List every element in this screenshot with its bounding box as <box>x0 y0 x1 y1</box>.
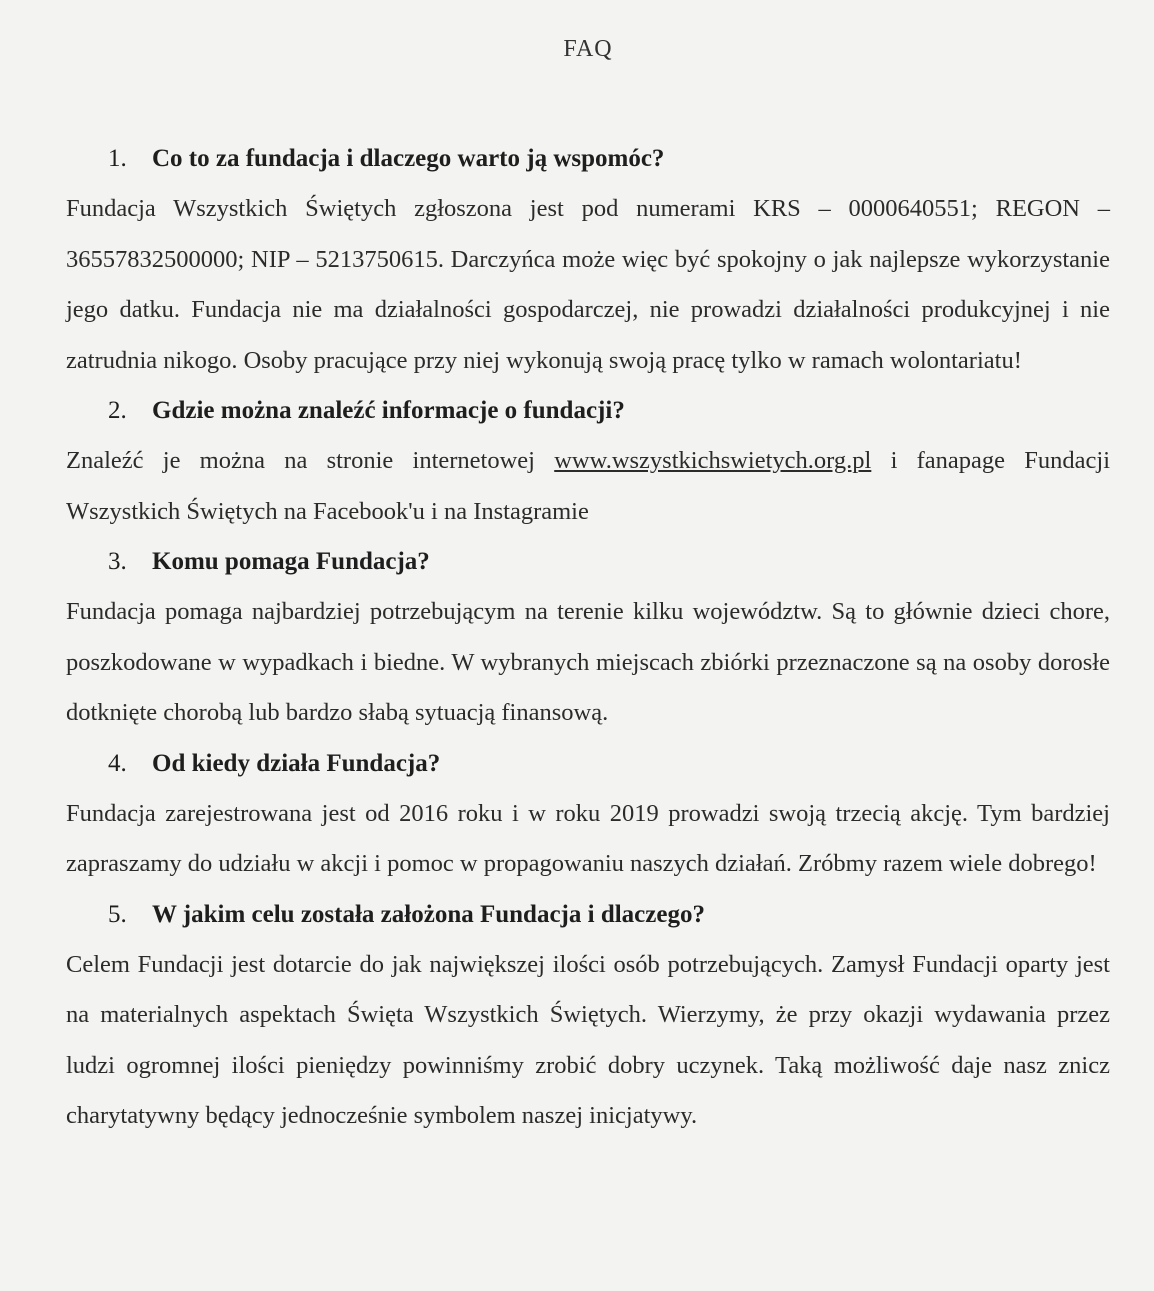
website-link[interactable]: www.wszystkichswietych.org.pl <box>554 447 872 474</box>
faq-question-5 <box>66 890 1110 940</box>
faq-item-1 <box>66 134 1110 386</box>
faq-question-text-5: W jakim celu została założona Fundacja i dlaczego? <box>152 900 705 928</box>
faq-question-2 <box>66 386 1110 436</box>
faq-answer-1: Fundacja Wszystkich Świętych zgłoszona jest pod numerami KRS – 0000640551; REGON – 36557832500000; NIP – 5213750615. Darczyńca może więc być spokojny o jak najlepsze wykorzystanie jego datku. Fundacja nie ma działalności gospodarczej, nie prowadzi działalności produkcyjnej i nie zatrudnia nikogo. Osoby pracujące przy niej wykonują swoją pracę tylko w ramach wolontariatu! <box>66 195 1110 374</box>
faq-number-2: 2. <box>108 397 127 424</box>
faq-answer-3: Fundacja pomaga najbardziej potrzebującym na terenie kilku województw. Są to głównie dzieci chore, poszkodowane w wypadkach i biedne. W wybranych miejscach zbiórki przeznaczone są na osoby dorosłe dotknięte chorobą lub bardzo słabą sytuacją finansową. <box>66 598 1110 726</box>
faq-question-3 <box>66 537 1110 587</box>
faq-number-1: 1. <box>108 145 127 172</box>
faq-question-text-2: Gdzie można znaleźć informacje o fundacji? <box>152 397 625 424</box>
faq-question-4 <box>66 739 1110 789</box>
faq-answer-4: Fundacja zarejestrowana jest od 2016 roku i w roku 2019 prowadzi swoją trzecią akcję. Tym bardziej zapraszamy do udziału w akcji i pomoc w propagowaniu naszych działań. Zróbmy razem wiele dobrego! <box>66 799 1110 877</box>
faq-answer-2 <box>66 436 1110 537</box>
faq-answer-5: Celem Fundacji jest dotarcie do jak największej ilości osób potrzebujących. Zamysł Fundacji oparty jest na materialnych aspektach Święta Wszystkich Świętych. Wierzymy, że przy okazji wydawania przez ludzi ogromnej ilości pieniędzy powinniśmy zrobić dobry uczynek. Taką możliwość daje nasz znicz charytatywny będący jednocześnie symbolem naszej inicjatywy. <box>66 950 1110 1129</box>
faq-item-2 <box>66 386 1110 537</box>
faq-number-3: 3. <box>108 548 127 575</box>
faq-question-1 <box>66 134 1110 184</box>
faq-answer-2-text-after: i fanapage Fundacji Wszystkich Świętych na Facebook'u i na Instagramie <box>66 447 1111 525</box>
faq-item-4 <box>66 739 1110 890</box>
faq-answer-2-text-before: Znaleźć je można na stronie internetowej <box>66 447 555 474</box>
faq-question-text-4: Od kiedy działa Fundacja? <box>152 749 441 777</box>
faq-item-5 <box>66 890 1110 1142</box>
faq-number-5: 5. <box>108 900 127 928</box>
faq-number-4: 4. <box>108 749 127 777</box>
page-title: FAQ <box>563 36 613 62</box>
faq-question-text-1: Co to za fundacja i dlaczego warto ją wspomóc? <box>152 145 665 172</box>
faq-item-3 <box>66 537 1110 739</box>
faq-question-text-3: Komu pomaga Fundacja? <box>152 548 430 575</box>
faq-list <box>66 134 1110 1142</box>
